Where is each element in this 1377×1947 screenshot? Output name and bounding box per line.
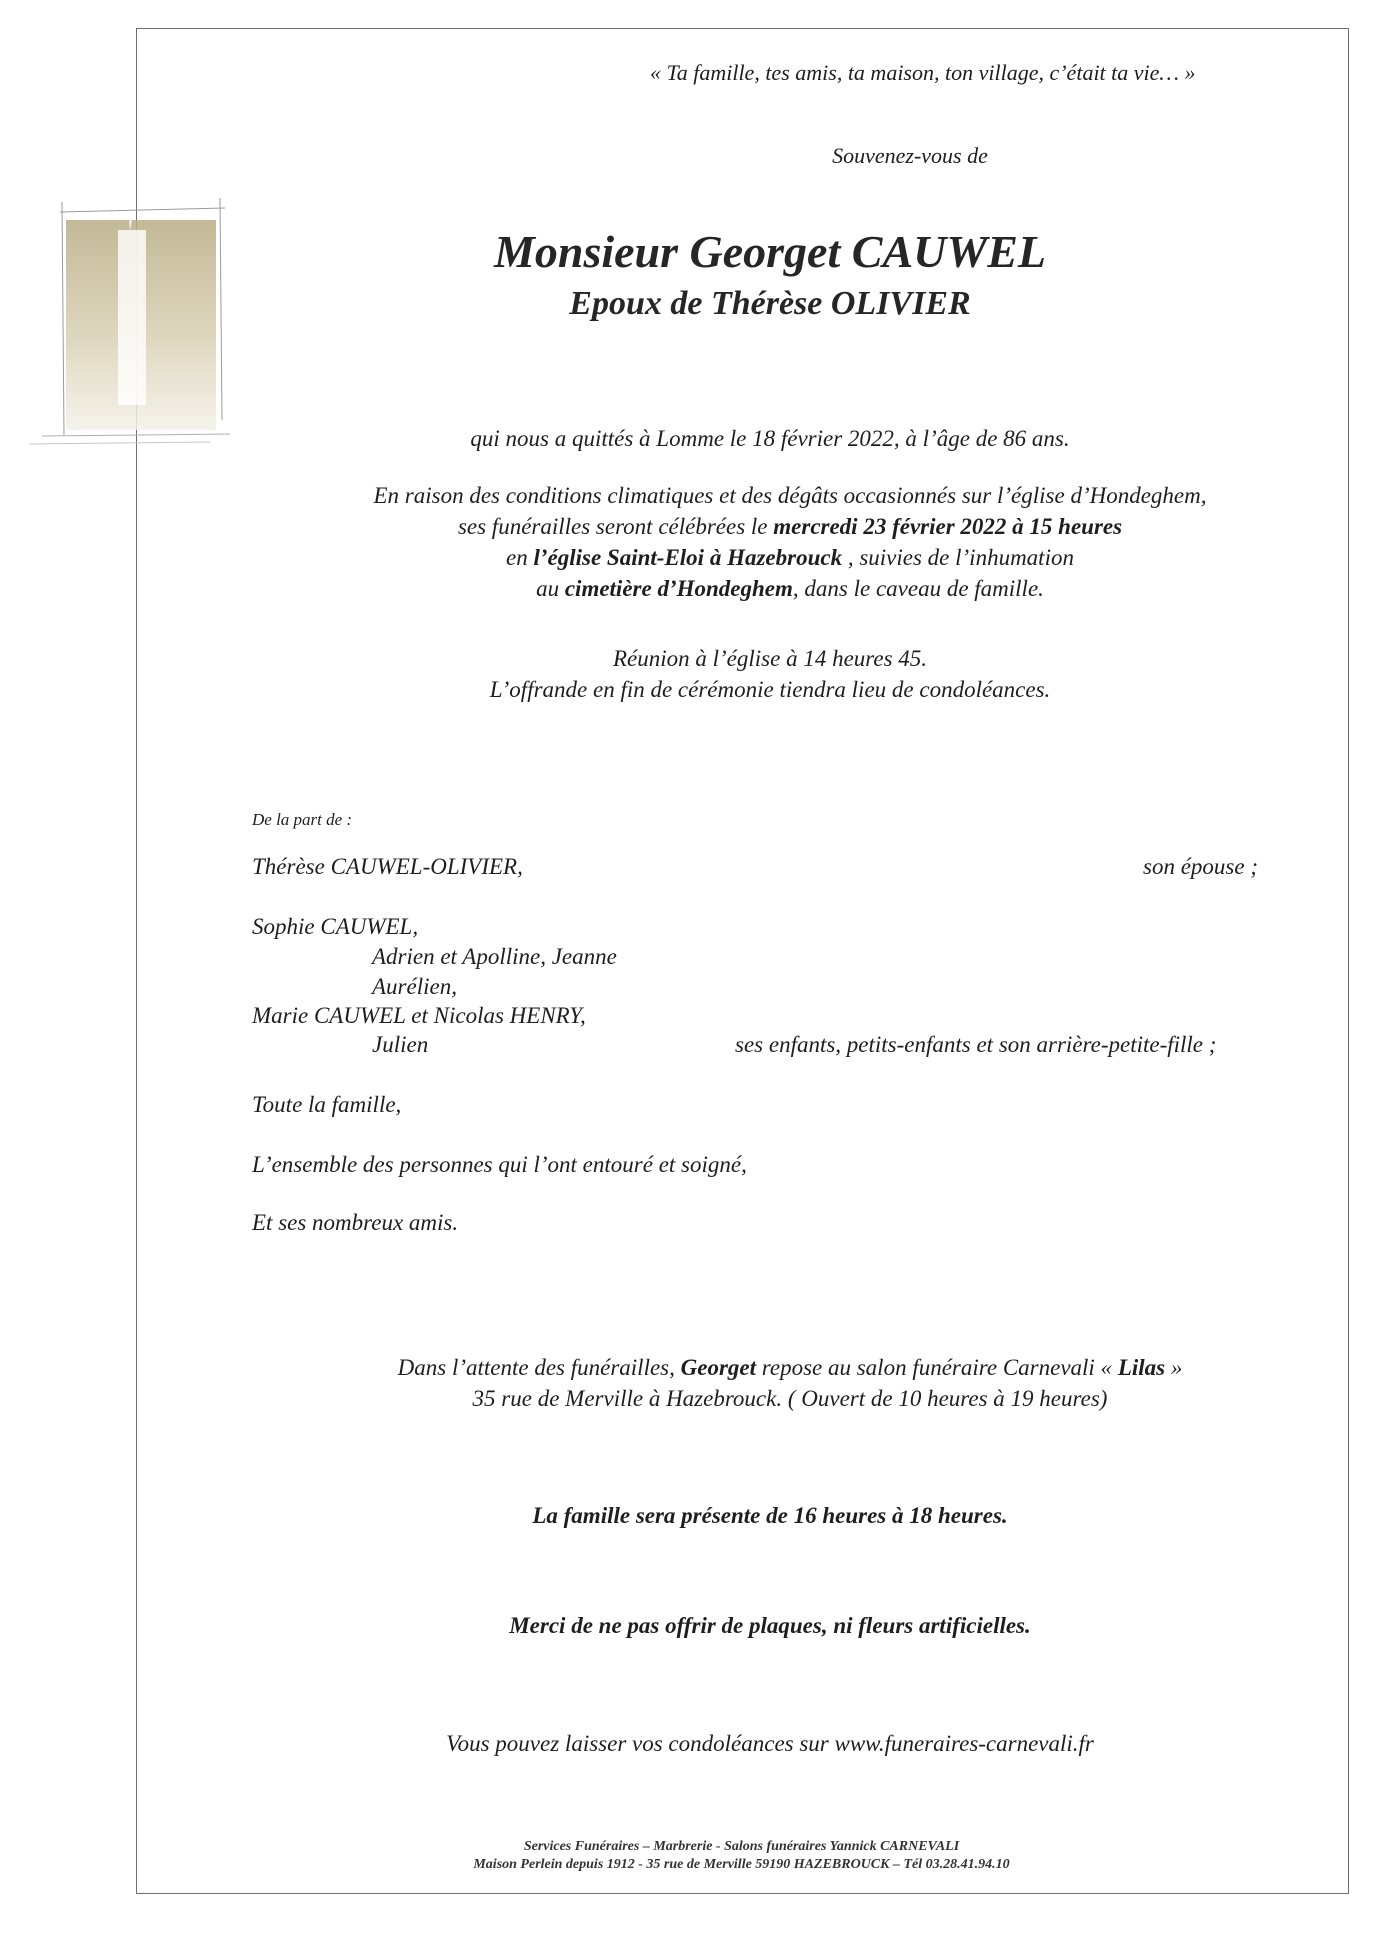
- family-presence: La famille sera présente de 16 heures à 18 heures.: [532, 1503, 1008, 1528]
- funeral-church: l’église Saint-Eloi à Hazebrouck: [533, 545, 843, 570]
- viewing-details: [300, 1352, 1280, 1414]
- funeral-line-2: ses funérailles seront célébrées le mercredi 23 février 2022 à 15 heures: [457, 514, 1123, 539]
- footer-line-2: Maison Perlein depuis 1912 - 35 rue de Merville 59190 HAZEBROUCK – Tél 03.28.41.94.10: [473, 1857, 1010, 1872]
- funeral-cemetery: cimetière d’Hondeghem: [564, 576, 793, 601]
- epitaph-quote: « Ta famille, tes amis, ta maison, ton village, c’était ta vie… »: [650, 60, 1196, 85]
- no-plaques-request: Merci de ne pas offrir de plaques, ni fleurs artificielles.: [509, 1613, 1031, 1638]
- deceased-spouse: Epoux de Thérèse OLIVIER: [569, 285, 971, 322]
- funeral-details: [300, 480, 1280, 604]
- funeral-date: mercredi 23 février 2022 à 15 heures: [773, 514, 1123, 539]
- funeral-line-1: En raison des conditions climatiques et des dégâts occasionnés sur l’église d’Hondeghem,: [373, 483, 1207, 508]
- funeral-line-3: en l’église Saint-Eloi à Hazebrouck , suivies de l’inhumation: [506, 545, 1074, 570]
- viewing-line-1: Dans l’attente des funérailles, Georget repose au salon funéraire Carnevali « Lilas »: [397, 1355, 1183, 1380]
- reunion-line-1: Réunion à l’église à 14 heures 45.: [612, 646, 928, 671]
- reunion-line-2: L’offrande en fin de cérémonie tiendra lieu de condoléances.: [489, 677, 1051, 702]
- reunion-block: [400, 643, 1140, 705]
- family-grandchildren-3: Julien: [372, 1032, 429, 1057]
- family-carers: L’ensemble des personnes qui l’ont entouré et soigné,: [252, 1152, 747, 1177]
- family-spouse-name: Thérèse CAUWEL-OLIVIER,: [252, 854, 523, 879]
- deceased-name: Monsieur Georget CAUWEL: [493, 226, 1047, 277]
- family-child-1: Sophie CAUWEL,: [252, 914, 419, 939]
- family-grandchildren-2: Aurélien,: [372, 974, 457, 999]
- family-intro: De la part de :: [252, 810, 353, 829]
- family-spouse-relation: son épouse ;: [1143, 854, 1258, 879]
- funeral-home-footer: [136, 1838, 1347, 1874]
- viewing-first-name: Georget: [680, 1355, 757, 1380]
- candle-illustration: [30, 190, 240, 450]
- funeral-line-4: au cimetière d’Hondeghem, dans le caveau de famille.: [536, 576, 1044, 601]
- family-friends: Et ses nombreux amis.: [252, 1210, 459, 1235]
- family-children-relation: ses enfants, petits-enfants et son arrière-petite-fille ;: [735, 1032, 1217, 1057]
- family-all: Toute la famille,: [252, 1092, 402, 1117]
- viewing-line-2: 35 rue de Merville à Hazebrouck. ( Ouvert de 10 heures à 19 heures): [472, 1386, 1108, 1411]
- family-child-2: Marie CAUWEL et Nicolas HENRY,: [252, 1003, 586, 1028]
- family-grandchildren-1: Adrien et Apolline, Jeanne: [372, 944, 617, 969]
- remember-heading: Souvenez-vous de: [832, 143, 988, 168]
- condolences-note: Vous pouvez laisser vos condoléances sur www.funeraires-carnevali.fr: [446, 1731, 1094, 1756]
- death-notice: qui nous a quittés à Lomme le 18 février 2022, à l’âge de 86 ans.: [470, 426, 1070, 451]
- footer-line-1: Services Funéraires – Marbrerie - Salons funéraires Yannick CARNEVALI: [523, 1839, 960, 1854]
- viewing-salon-name: Lilas: [1117, 1355, 1166, 1380]
